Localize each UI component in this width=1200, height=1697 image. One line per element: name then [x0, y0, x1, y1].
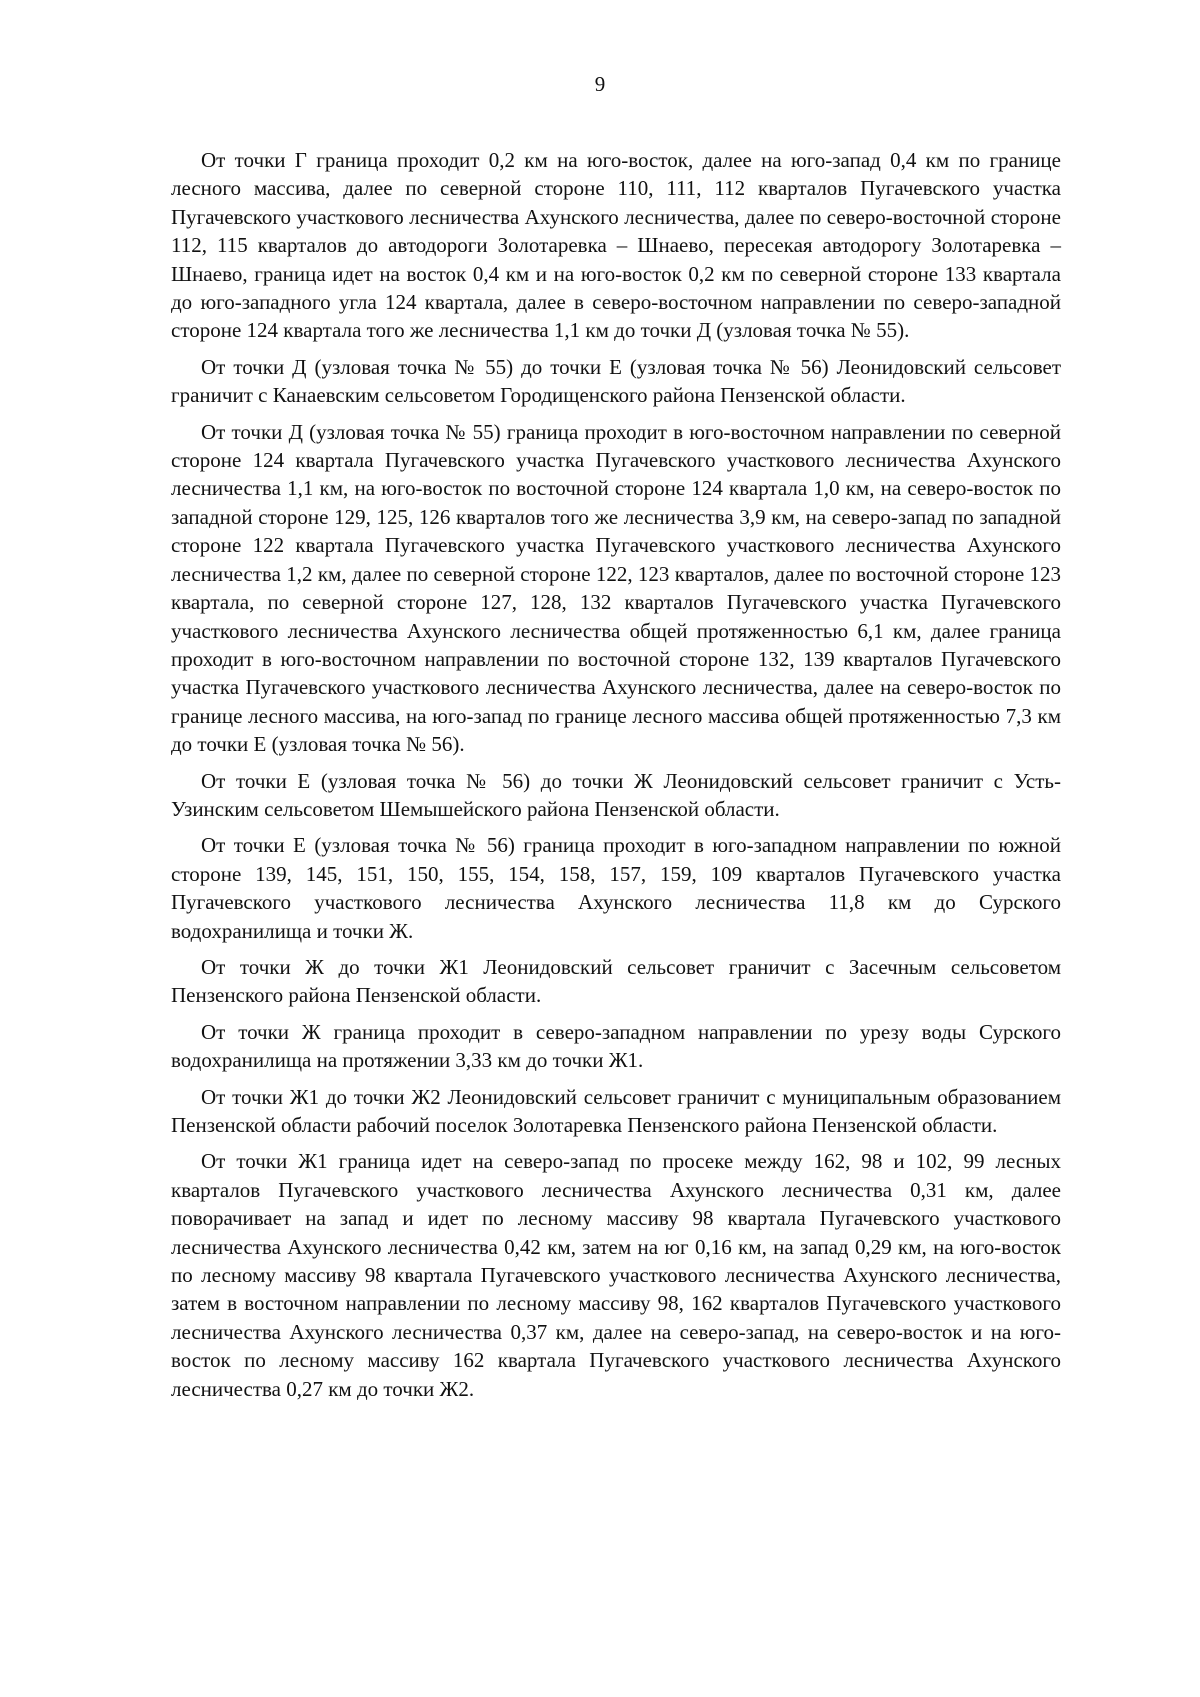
paragraph: От точки Ж1 граница идет на северо-запад по просеке между 162, 98 и 102, 99 лесных кварталов Пугачевского участкового лесничества Ахунского лесничества 0,31 км, далее поворачивает на запад и идет по лесному массиву 98 квартала Пугачевского участкового лесничества Ахунского лесничества 0,42 км, затем на юг 0,16 км, на запад 0,29 км, на юго-восток по лесному массиву 98 квартала Пугачевского участкового лесничества Ахунского лесничества, затем в восточном направлении по лесному массиву 98, 162 кварталов Пугачевского участкового лесничества Ахунского лесничества 0,37 км, далее на северо-запад, на северо-восток и на юго-восток по лесному массиву 162 квартала Пугачевского участкового лесничества Ахунского лесничества 0,27 км до точки Ж2. [171, 1149, 1061, 1401]
paragraph: От точки Е (узловая точка № 56) граница проходит в юго-западном направлении по южной стороне 139, 145, 151, 150, 155, 154, 158, 157, 159, 109 кварталов Пугачевского участка Пугачевского участкового лесничества Ахунского лесничества 11,8 км до Сурского водохранилища и точки Ж. [171, 833, 1061, 943]
page-number: 9 [594, 72, 606, 96]
paragraph: От точки Г граница проходит 0,2 км на юго-восток, далее на юго-запад 0,4 км по границе лесного массива, далее по северной стороне 110, 111, 112 кварталов Пугачевского участка Пугачевского участкового лесничества Ахунского лесничества, далее по северо-восточной стороне 112, 115 кварталов до автодороги Золотаревка – Шнаево, пересекая автодорогу Золотаревка – Шнаево, граница идет на восток 0,4 км и на юго-восток 0,2 км по северной стороне 133 квартала до юго-западного угла 124 квартала, далее в северо-восточном направлении по северо-западной стороне 124 квартала того же лесничества 1,1 км до точки Д (узловая точка № 55). [171, 148, 1061, 343]
paragraph: От точки Е (узловая точка № 56) до точки Ж Леонидовский сельсовет граничит с Усть-Узинским сельсоветом Шемышейского района Пензенской области. [171, 768, 1061, 821]
paragraph: От точки Д (узловая точка № 55) до точки Е (узловая точка № 56) Леонидовский сельсовет граничит с Канаевским сельсоветом Городищенского района Пензенской области. [171, 354, 1061, 408]
document-body [171, 146, 1061, 1411]
paragraph: От точки Д (узловая точка № 55) граница проходит в юго-восточном направлении по северной стороне 124 квартала Пугачевского участка Пугачевского участкового лесничества Ахунского лесничества 1,1 км, на юго-восток по восточной стороне 124 квартала 1,0 км, на северо-восток по западной стороне 129, 125, 126 кварталов того же лесничества 3,9 км, на северо-запад по западной стороне 122 квартала Пугачевского участка Пугачевского участкового лесничества Ахунского лесничества 1,2 км, далее по северной стороне 122, 123 кварталов, далее по восточной стороне 123 квартала, по северной стороне 127, 128, 132 кварталов Пугачевского участка Пугачевского участкового лесничества Ахунского лесничества общей протяженностью 6,1 км, далее граница проходит в юго-восточном направлении по восточной стороне 132, 139 кварталов Пугачевского участка Пугачевского участкового лесничества Ахунского лесничества, далее на северо-восток по границе лесного массива, на юго-запад по границе лесного массива общей протяженностью 7,3 км до точки Е (узловая точка № 56). [171, 419, 1061, 757]
paragraph: От точки Ж до точки Ж1 Леонидовский сельсовет граничит с Засечным сельсоветом Пензенского района Пензенской области. [171, 954, 1061, 1008]
paragraph: От точки Ж1 до точки Ж2 Леонидовский сельсовет граничит с муниципальным образованием Пензенской области рабочий поселок Золотаревка Пензенского района Пензенской области. [171, 1084, 1061, 1137]
paragraph: От точки Ж граница проходит в северо-западном направлении по урезу воды Сурского водохранилища на протяжении 3,33 км до точки Ж1. [171, 1019, 1061, 1073]
